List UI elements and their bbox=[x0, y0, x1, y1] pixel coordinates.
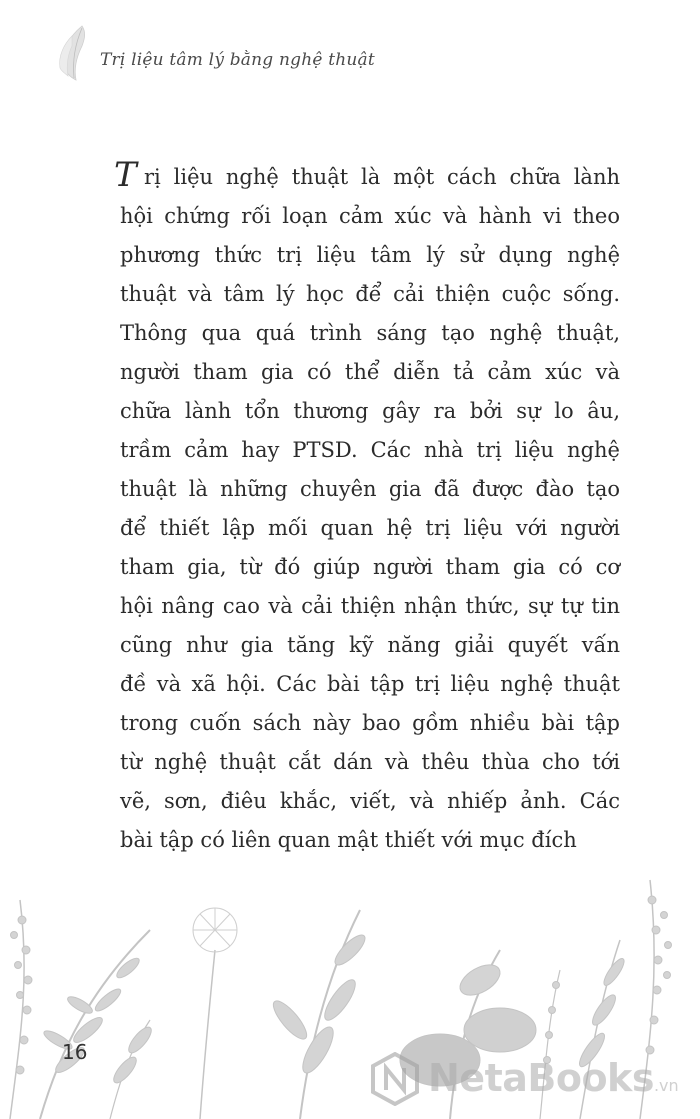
paragraph-line: từ nghệ thuật cắt dán và thêu thùa cho tới bbox=[120, 750, 620, 774]
feather-leaf-icon bbox=[52, 22, 92, 82]
watermark-text bbox=[428, 1056, 679, 1100]
paragraph-line: trầm cảm hay PTSD. Các nhà trị liệu nghệ bbox=[120, 438, 620, 462]
paragraph-line: thuật và tâm lý học để cải thiện cuộc sống. bbox=[120, 282, 620, 306]
paragraph-line: cũng như gia tăng kỹ năng giải quyết vấn bbox=[120, 633, 620, 657]
drop-cap: T bbox=[114, 155, 137, 195]
watermark bbox=[370, 1050, 700, 1110]
paragraph-line: đề và xã hội. Các bài tập trị liệu nghệ thuật bbox=[120, 672, 620, 696]
running-header bbox=[0, 0, 700, 100]
netabooks-logo-icon bbox=[370, 1052, 420, 1106]
paragraph-line: để thiết lập mối quan hệ trị liệu với người bbox=[120, 516, 620, 540]
paragraph-line: phương thức trị liệu tâm lý sử dụng nghệ bbox=[120, 243, 620, 267]
paragraph-line: tham gia, từ đó giúp người tham gia có cơ bbox=[120, 555, 620, 579]
body-paragraph bbox=[114, 155, 620, 860]
paragraph-line: trong cuốn sách này bao gồm nhiều bài tập bbox=[120, 711, 620, 735]
watermark-tld: .vn bbox=[653, 1076, 679, 1095]
paragraph-line: bài tập có liên quan mật thiết với mục đích bbox=[120, 828, 577, 852]
paragraph-line: Thông qua quá trình sáng tạo nghệ thuật, bbox=[120, 321, 620, 345]
page-number: 16 bbox=[62, 1040, 88, 1064]
paragraph-line bbox=[114, 155, 620, 197]
paragraph-line: thuật là những chuyên gia đã được đào tạo bbox=[120, 477, 620, 501]
watermark-brand: NetaBooks bbox=[428, 1056, 654, 1100]
paragraph-line: hội chứng rối loạn cảm xúc và hành vi theo bbox=[120, 204, 620, 228]
paragraph-line: chữa lành tổn thương gây ra bởi sự lo âu, bbox=[120, 399, 620, 423]
header-title: Trị liệu tâm lý bằng nghệ thuật bbox=[100, 50, 375, 70]
paragraph-line: hội nâng cao và cải thiện nhận thức, sự tự tin bbox=[120, 594, 620, 618]
first-line-text: rị liệu nghệ thuật là một cách chữa lành bbox=[144, 165, 620, 189]
paragraph-line: người tham gia có thể diễn tả cảm xúc và bbox=[120, 360, 620, 384]
paragraph-line: vẽ, sơn, điêu khắc, viết, và nhiếp ảnh. Các bbox=[120, 789, 620, 813]
